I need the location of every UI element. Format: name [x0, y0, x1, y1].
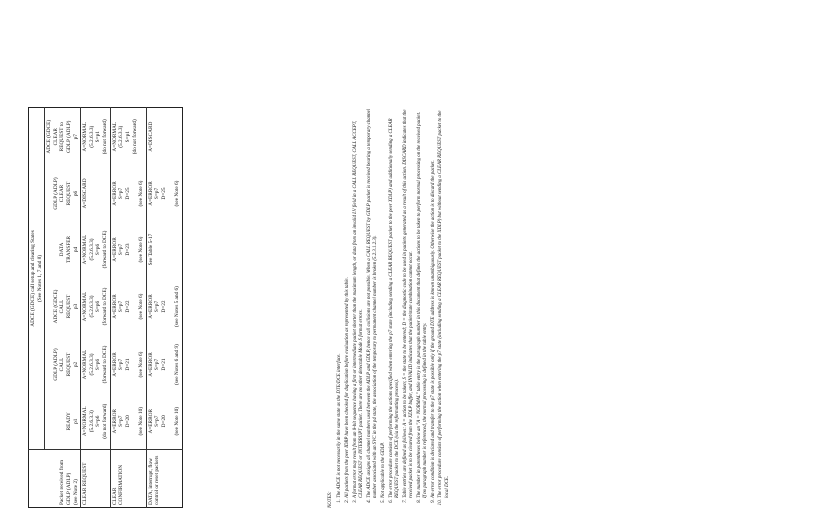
row-label-line: CLEAR REQUEST [82, 462, 89, 505]
cell-line: (forward to DCE) [102, 345, 109, 384]
column-header-line: GDLP (ADLP) [52, 348, 59, 381]
cell-line: S=p7 [118, 415, 125, 427]
column-header-line: DATA [59, 242, 66, 257]
cell-line: See Table 5-17 [147, 233, 154, 266]
column-header-line: CALL [59, 357, 66, 372]
column-header-line: p1 [72, 418, 79, 424]
column-header [45, 394, 81, 450]
column-header-line: p2 [72, 361, 79, 368]
cell-line: D=22 [160, 300, 167, 313]
cell-line: A=ERROR [147, 294, 154, 319]
cell-line: D=20 [124, 415, 131, 428]
cell-line: S=p6 [95, 300, 102, 313]
cell-line: A=DISCARD [82, 178, 89, 209]
note-item: 3. A format error may result from an 8-bit sequence having a first or intermediate packet shorter than the maximum length, or data from an invalid LV field in a CALL REQUEST, CALL ACCEPT, CLEAR REQUEST or INTERRUPT packet. There are no other detectable Mode S format errors. [353, 108, 366, 498]
column-header [45, 166, 81, 222]
column-header [45, 222, 81, 278]
column-header [45, 336, 81, 394]
column-header-line: ADCE (GDCE) [52, 289, 59, 324]
cell-line: (see Note 6) [138, 351, 145, 378]
cell-line: D=22 [124, 300, 131, 313]
rotated-page [0, 88, 839, 528]
column-header-line: GDLP (ADLP) [66, 120, 73, 153]
table-cell [110, 107, 146, 165]
row-label-line: control or reset packets [154, 455, 161, 505]
cell-line: S=p6 [95, 243, 102, 256]
row-label-line: CONFIRMATION [118, 464, 125, 505]
cell-line: A=NORMAL [82, 406, 89, 437]
row-label [81, 450, 110, 508]
cell-line: (5.2.6.3.3) [88, 353, 95, 376]
cell-line: (forward to DCE) [102, 230, 109, 269]
cell-line: S=p1 [95, 131, 102, 143]
table-cell [81, 278, 110, 336]
corner-header-line: (see Note 2) [72, 479, 79, 505]
row-label [110, 450, 146, 508]
column-header-line: GDLP (ADLP) [52, 177, 59, 210]
column-header [45, 107, 81, 165]
cell-line: (5.2.6.3.3) [88, 238, 95, 261]
cell-line: S=p6 [95, 358, 102, 371]
table-cell [81, 166, 110, 222]
column-header-line: CALL [59, 299, 66, 314]
caption-text: ADCE (GDCE) call setup and clearing States [30, 230, 36, 327]
note-item: 8. The number in parentheses below an "A = NORMAL" table entry is the paragraph number in this document that defines the actions to be taken to perform normal processing on the received packet. If no paragraph number is referenced, the normal processing is defined in the table entry. [417, 108, 430, 498]
cell-line: S=p1 [124, 131, 131, 143]
corner-header-line: Packet received from [59, 459, 66, 505]
cell-line: S=p7 [118, 300, 125, 313]
column-header-line: CLEAR [59, 184, 66, 203]
cell-line: A=NORMAL [82, 234, 89, 265]
cell-line: (do not forward) [102, 119, 109, 155]
note-item: 10. The error procedure consists of performing the action when entering the p7 state (including sending a CLEAR REQUEST packet to the XDLP) but without sending a CLEAR REQUEST packet to the local DCE. [438, 108, 451, 498]
cell-line: (5.2.6.3.3) [88, 410, 95, 433]
document-sheet [28, 108, 818, 508]
table-cell [146, 336, 182, 394]
cell-line: S=p7 [118, 243, 125, 256]
cell-line: A=ERROR [111, 181, 118, 206]
table-row [146, 107, 182, 507]
state-table [28, 107, 183, 508]
cell-line: (5.2.6.3.3) [88, 295, 95, 318]
note-item: 7. Table entries are defined as follows: A = action to be taken; S = the state to be entered; D = the diagnostic code to be used in packets generated as a result of this action. DISCARD indicates that the received packet is to be cleared from the XDLP buffer, and INVALID indicates that the packet/state combination cannot occur. [403, 108, 416, 498]
cell-line: A=ERROR [111, 294, 118, 319]
cell-line: D=25 [124, 187, 131, 200]
table-cell [146, 222, 182, 278]
cell-line: (5.2.6.3.3) [118, 125, 125, 148]
row-label-line: CLEAR [111, 487, 118, 505]
cell-line: S=p7 [154, 300, 161, 313]
cell-line: A=ERROR [111, 352, 118, 377]
cell-line: D=21 [124, 358, 131, 371]
cell-line: A=NORMAL [82, 291, 89, 322]
notes-title: NOTES: [328, 491, 333, 508]
cell-line: (do not forward) [131, 119, 138, 155]
note-item: 6. The error procedure consists of performing the actions specified when entering the p7 state (including sending a CLEAR REQUEST packet to the peer XDLP) and additionally sending a CLEAR REQUEST packet to the DCE (via the reformatting process). [389, 108, 402, 498]
corner-header-line: GDLP (ADLP) [66, 472, 73, 505]
column-header-line: p7 [72, 134, 79, 140]
cell-line: S=p7 [154, 415, 161, 427]
column-header-line: p4 [72, 246, 79, 253]
corner-header [29, 450, 81, 508]
table-cell [110, 166, 146, 222]
table-cell [146, 278, 182, 336]
cell-line: (forward to DCE) [102, 287, 109, 326]
cell-line: A=ERROR [147, 181, 154, 206]
cell-line: S=p7 [154, 358, 161, 371]
notes-list [337, 108, 451, 508]
cell-line: A=ERROR [111, 237, 118, 262]
note-item: 4. The ADCE assigns all channel numbers used between the ADLP and GDLP, hence call collisions are not possible. When a CALL REQUEST by GDLP packet is received bearing a temporary channel number associated with an SVC in the p4 state, the association of the temporary to permanent channel number is broken (5.2.3.1.2.3). [367, 108, 380, 498]
cell-line: S=p7 [154, 187, 161, 200]
cell-line: (5.2.6.3.3) [88, 125, 95, 148]
note-item: 1. The ADCE is not necessarily in the same state as the DTE/DCE interface. [337, 108, 343, 498]
cell-line: (see Note 6) [138, 293, 145, 320]
table-cell [110, 222, 146, 278]
cell-line: D=20 [160, 415, 167, 428]
table-cell [146, 107, 182, 165]
note-item: 2. All packets from the peer IDRP have been checked for duplication before evaluation as represented by this table. [345, 108, 351, 498]
row-label [146, 450, 182, 508]
cell-line: (see Note 10) [174, 406, 181, 436]
cell-line: S=p7 [118, 187, 125, 200]
cell-line: (see Notes 5 and 6) [174, 286, 181, 327]
table-cell [81, 394, 110, 450]
table-cell [146, 394, 182, 450]
column-header-line: p3 [72, 303, 79, 310]
cell-line: (see Note 10) [138, 406, 145, 436]
cell-line: (see Notes 6 and 9) [174, 344, 181, 385]
table-cell [81, 222, 110, 278]
note-item: 9. An error condition is declared and transfer to the p7 state is possible only if the ground DTE address is known unambiguously. Otherwise the action is to discard the packet. [431, 108, 437, 498]
cell-line: A=ERROR [147, 409, 154, 434]
cell-line: (see Note 6) [138, 236, 145, 263]
column-header-line: READY [66, 412, 73, 431]
cell-line: (see Note 6) [138, 180, 145, 207]
column-header [45, 278, 81, 336]
table-cell [110, 336, 146, 394]
notes-section [328, 108, 453, 508]
table-cell [81, 336, 110, 394]
cell-line: D=23 [124, 243, 131, 256]
caption-note: (See Notes 1, 7 and 8) [36, 254, 43, 303]
table-cell [81, 107, 110, 165]
column-header-line: REQUEST [66, 294, 73, 319]
column-header-line: REQUEST [66, 181, 73, 206]
cell-line: (see Note 6) [174, 180, 181, 207]
column-header-line: p6 [72, 190, 79, 197]
cell-line: A=NORMAL [111, 121, 118, 152]
column-header-line: ADCE (GDCE) [46, 119, 53, 154]
cell-line: A=ERROR [111, 409, 118, 434]
table-caption [29, 107, 45, 449]
column-header-line: CLEAR [52, 128, 59, 146]
table-cell [146, 166, 182, 222]
column-header-line: REQUEST [66, 352, 73, 377]
column-header-line: TRANSFER [66, 235, 73, 264]
table-cell [110, 394, 146, 450]
row-label-line: DATA, interrupt, flow [147, 458, 154, 505]
column-header-line: REQUEST to [59, 122, 66, 152]
cell-line: A=NORMAL [82, 349, 89, 380]
table-row [81, 107, 110, 507]
cell-line: D=21 [160, 358, 167, 371]
table-row [110, 107, 146, 507]
cell-line: (do not forward) [102, 403, 109, 439]
note-item: 5. Not applicable to the GDLP. [381, 108, 387, 498]
cell-line: A=ERROR [147, 352, 154, 377]
cell-line: A=NORMAL [82, 121, 89, 152]
cell-line: A=DISCARD [147, 121, 154, 152]
cell-line: S=p6 [95, 415, 102, 427]
cell-line: S=p7 [118, 358, 125, 371]
cell-line: D=25 [160, 187, 167, 200]
table-cell [110, 278, 146, 336]
